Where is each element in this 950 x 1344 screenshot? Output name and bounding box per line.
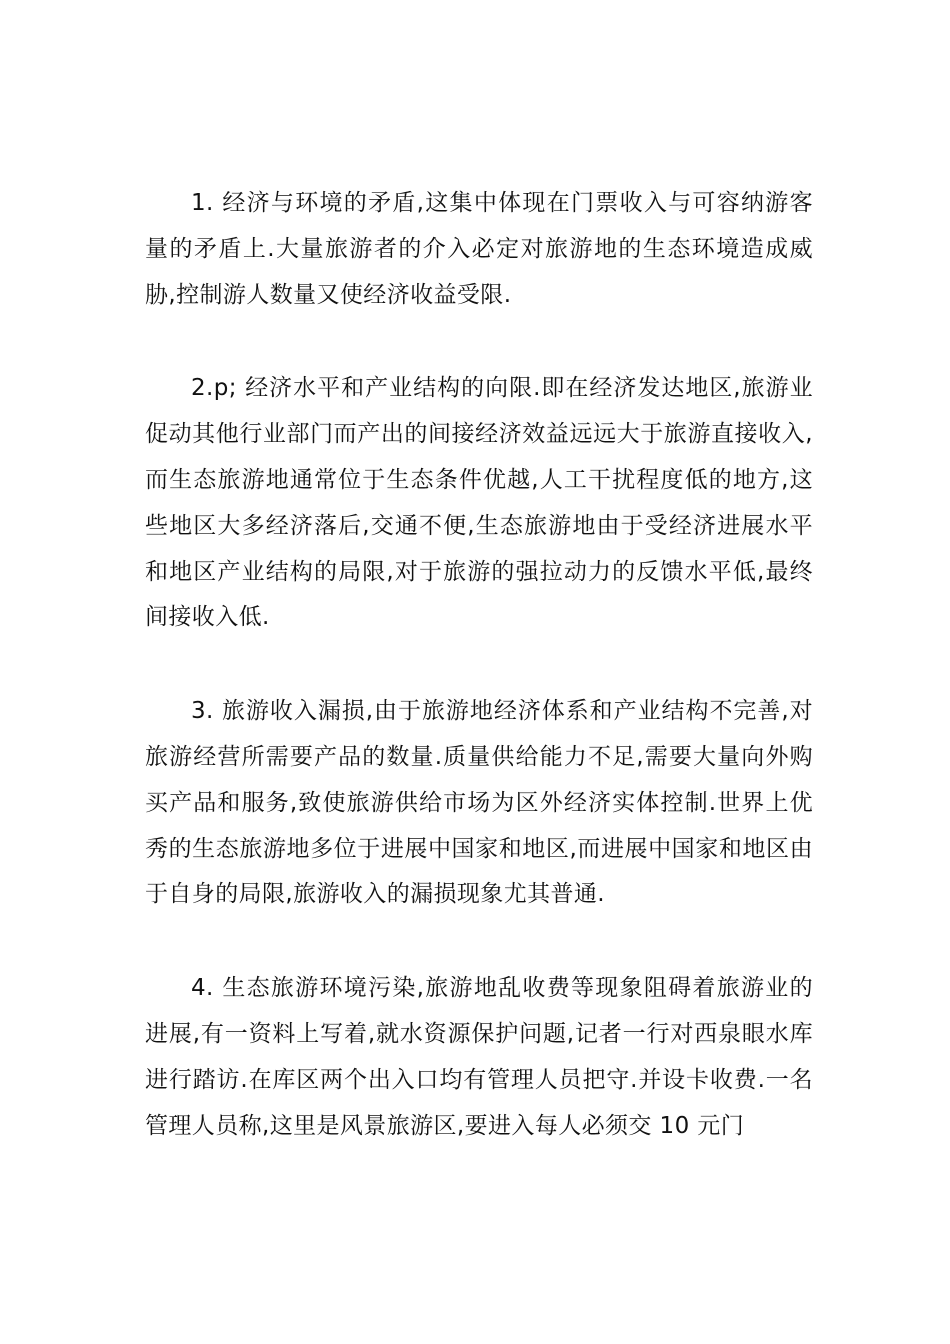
document-body	[145, 181, 813, 1149]
paragraph-3: 3. 旅游收入漏损,由于旅游地经济体系和产业结构不完善,对旅游经营所需要产品的数量.质量供给能力不足,需要大量向外购买产品和服务,致使旅游供给市场为区外经济实体控制.世界上优秀的生态旅游地多位于进展中国家和地区,而进展中国家和地区由于自身的局限,旅游收入的漏损现象尤其普通.	[145, 698, 813, 908]
paragraph-1: 1. 经济与环境的矛盾,这集中体现在门票收入与可容纳游客量的矛盾上.大量旅游者的介入必定对旅游地的生态环境造成威胁,控制游人数量又使经济收益受限.	[145, 190, 813, 308]
paragraph-4: 4. 生态旅游环境污染,旅游地乱收费等现象阻碍着旅游业的进展,有一资料上写着,就水资源保护问题,记者一行对西泉眼水库进行踏访.在库区两个出入口均有管理人员把守.并设卡收费.一名管理人员称,这里是风景旅游区,要进入每人必须交 10 元门	[145, 975, 813, 1139]
paragraph-2: 2.p; 经济水平和产业结构的向限.即在经济发达地区,旅游业促动其他行业部门而产出的间接经济效益远远大于旅游直接收入,而生态旅游地通常位于生态条件优越,人工干扰程度低的地方,这些地区大多经济落后,交通不便,生态旅游地由于受经济进展水平和地区产业结构的局限,对于旅游的强拉动力的反馈水平低,最终间接收入低.	[145, 375, 813, 631]
